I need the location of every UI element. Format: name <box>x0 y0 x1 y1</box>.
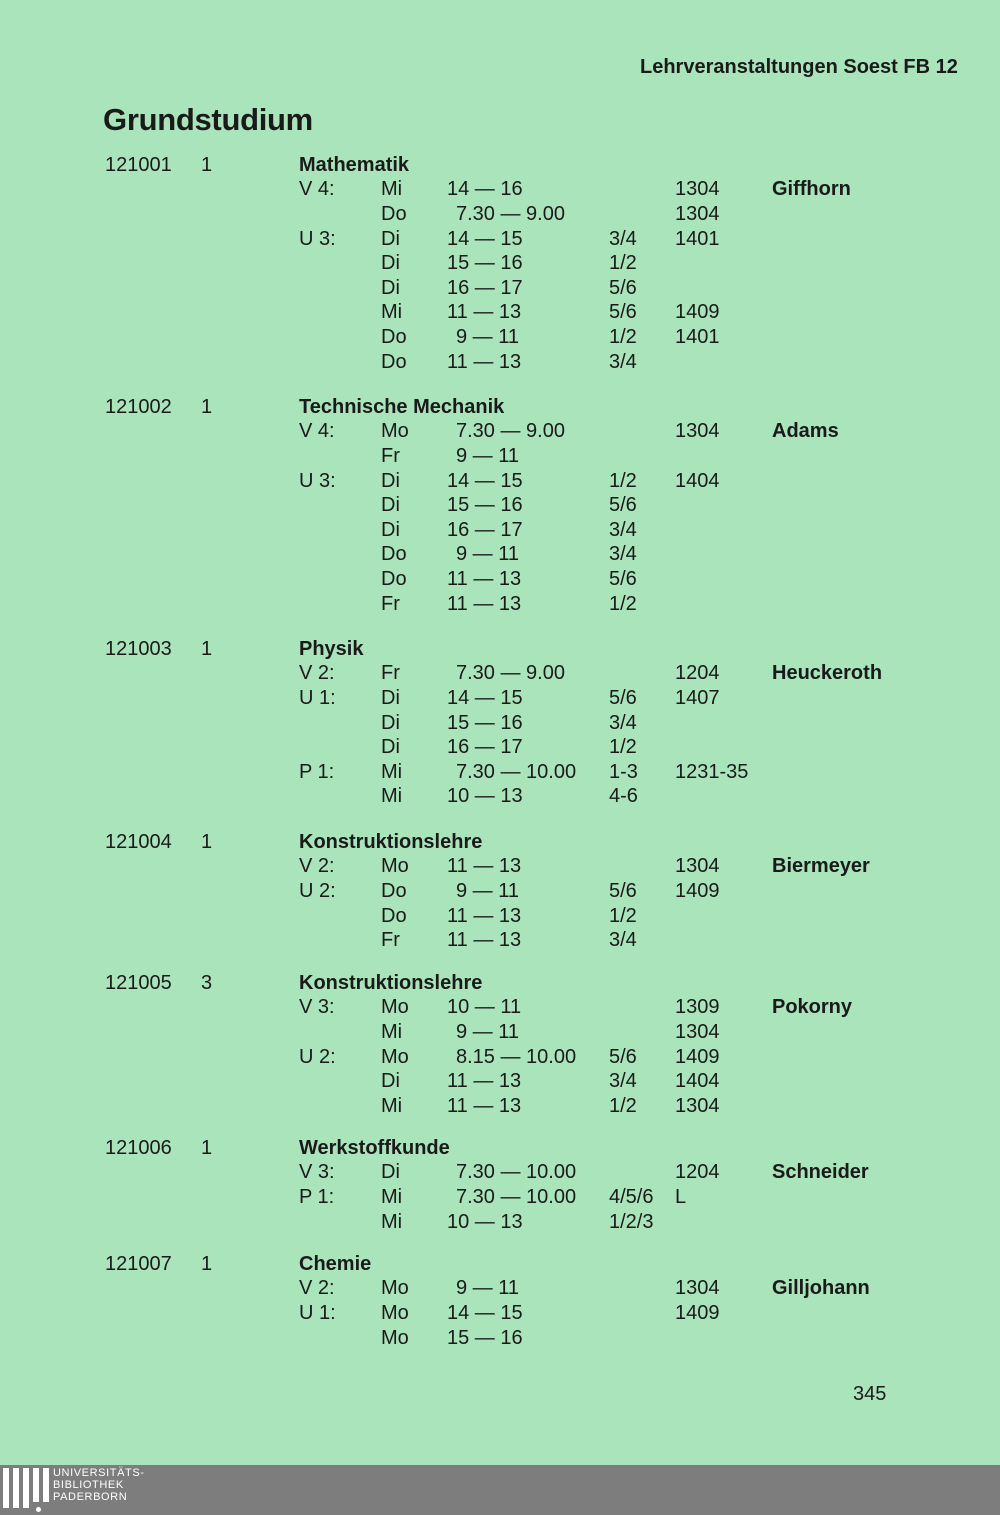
session-time: 7.30 — 10.00 <box>456 1186 577 1208</box>
session-type: V 2: <box>299 1277 335 1300</box>
course-number: 121004 <box>105 831 172 853</box>
session-time: 11 — 13 <box>447 1094 522 1117</box>
session-type: V 4: <box>299 420 335 443</box>
course-semester: 1 <box>201 154 213 176</box>
session-time: 7.30 — 9.00 <box>456 662 565 685</box>
course-semester: 3 <box>201 972 213 994</box>
session-group: 3/4 <box>609 350 637 373</box>
session-day: Di <box>381 252 400 275</box>
session-day: Mi <box>381 301 403 324</box>
session-room: L <box>675 1186 687 1208</box>
session-time: 9 — 11 <box>456 543 519 566</box>
course-title: Physik <box>299 638 364 660</box>
session-room: 1304 <box>675 1277 720 1300</box>
session-group: 5/6 <box>609 687 637 709</box>
session-type: U 1: <box>299 687 336 709</box>
session-day: Mo <box>381 996 409 1019</box>
session-group: 3/4 <box>609 1070 637 1093</box>
session-day: Di <box>381 687 400 709</box>
session-type: U 3: <box>299 227 336 250</box>
session-group: 3/4 <box>609 543 637 566</box>
session-time: 9 — 11 <box>456 1021 519 1043</box>
session-time: 8.15 — 10.00 <box>456 1045 577 1068</box>
course-title: Chemie <box>299 1253 372 1275</box>
session-day: Mi <box>381 1210 403 1233</box>
session-day: Di <box>381 1070 400 1093</box>
session-room: 1304 <box>675 1094 720 1117</box>
session-time: 10 — 13 <box>447 785 523 808</box>
session-type: U 2: <box>299 1045 336 1068</box>
library-footer <box>0 1465 1000 1515</box>
session-type: V 3: <box>299 1161 335 1184</box>
course-title: Werkstoffkunde <box>299 1137 450 1159</box>
session-day: Fr <box>381 929 400 952</box>
session-day: Mi <box>381 1186 403 1208</box>
session-time: 14 — 15 <box>447 687 523 709</box>
session-group: 1/2 <box>609 326 637 348</box>
session-type: V 2: <box>299 662 335 685</box>
library-name-line: UNIVERSITÄTS- <box>53 1467 145 1479</box>
session-time: 10 — 13 <box>447 1210 523 1233</box>
session-time: 14 — 15 <box>447 227 523 250</box>
course-number: 121007 <box>105 1253 172 1275</box>
session-room: 1204 <box>675 662 720 685</box>
session-time: 11 — 13 <box>447 929 522 952</box>
session-group: 1/2/3 <box>609 1210 654 1233</box>
session-time: 11 — 13 <box>447 301 522 324</box>
course-title: Technische Mechanik <box>299 396 505 418</box>
session-time: 15 — 16 <box>447 494 523 517</box>
session-group: 5/6 <box>609 494 637 517</box>
course-semester: 1 <box>201 638 213 660</box>
session-type: U 1: <box>299 1302 336 1324</box>
session-type: V 3: <box>299 996 335 1019</box>
course-lecturer: Biermeyer <box>772 855 870 878</box>
session-time: 9 — 11 <box>456 445 519 467</box>
session-day: Di <box>381 469 400 492</box>
course-semester: 1 <box>201 396 213 418</box>
session-time: 7.30 — 10.00 <box>456 760 577 783</box>
session-room: 1409 <box>675 1302 720 1324</box>
session-time: 11 — 13 <box>447 855 522 878</box>
course-lecturer: Gilljohann <box>772 1277 870 1300</box>
session-room: 1309 <box>675 996 720 1019</box>
course-lecturer: Heuckeroth <box>772 662 883 685</box>
page-number: 345 <box>853 1383 887 1405</box>
session-day: Mi <box>381 1094 403 1117</box>
session-room: 1304 <box>675 203 720 225</box>
section-title: Grundstudium <box>103 102 313 137</box>
session-group: 1-3 <box>609 760 638 783</box>
session-group: 4-6 <box>609 785 638 808</box>
session-time: 11 — 13 <box>447 1070 522 1093</box>
session-day: Mi <box>381 1021 403 1043</box>
session-day: Fr <box>381 592 400 615</box>
session-group: 4/5/6 <box>609 1186 654 1208</box>
session-group: 1/2 <box>609 592 637 615</box>
logo-dot-icon <box>36 1507 41 1512</box>
session-group: 5/6 <box>609 880 637 902</box>
session-group: 1/2 <box>609 252 637 275</box>
session-time: 11 — 13 <box>447 592 522 615</box>
course-lecturer: Schneider <box>772 1161 869 1184</box>
session-time: 15 — 16 <box>447 1326 523 1349</box>
session-time: 9 — 11 <box>456 326 519 348</box>
session-day: Di <box>381 227 400 250</box>
session-time: 15 — 16 <box>447 711 523 734</box>
session-group: 3/4 <box>609 518 637 541</box>
session-room: 1409 <box>675 880 720 902</box>
session-room: 1404 <box>675 1070 720 1093</box>
session-time: 11 — 13 <box>447 904 522 927</box>
session-day: Di <box>381 518 400 541</box>
session-room: 1404 <box>675 469 720 492</box>
running-header: Lehrveranstaltungen Soest FB 12 <box>640 56 958 78</box>
course-number: 121002 <box>105 396 172 418</box>
session-time: 16 — 17 <box>447 518 523 541</box>
session-day: Mo <box>381 1277 409 1300</box>
session-time: 15 — 16 <box>447 252 523 275</box>
session-group: 5/6 <box>609 568 637 590</box>
course-title: Konstruktionslehre <box>299 972 483 994</box>
session-group: 1/2 <box>609 1094 637 1117</box>
session-day: Do <box>381 350 407 373</box>
session-type: U 3: <box>299 469 336 492</box>
session-time: 16 — 17 <box>447 276 523 299</box>
session-day: Mo <box>381 420 409 443</box>
session-room: 1304 <box>675 1021 720 1043</box>
session-room: 1204 <box>675 1161 720 1184</box>
session-day: Di <box>381 736 400 759</box>
session-day: Di <box>381 711 400 734</box>
session-group: 1/2 <box>609 469 637 492</box>
session-day: Do <box>381 326 407 348</box>
session-group: 3/4 <box>609 711 637 734</box>
course-number: 121006 <box>105 1137 172 1159</box>
session-day: Do <box>381 880 407 902</box>
session-day: Di <box>381 276 400 299</box>
session-time: 14 — 15 <box>447 469 523 492</box>
session-group: 1/2 <box>609 904 637 927</box>
course-semester: 1 <box>201 1137 213 1159</box>
library-name-line: BIBLIOTHEK <box>53 1479 124 1491</box>
session-day: Di <box>381 494 400 517</box>
session-time: 16 — 17 <box>447 736 523 759</box>
session-time: 14 — 16 <box>447 178 523 201</box>
session-group: 3/4 <box>609 227 637 250</box>
session-type: P 1: <box>299 1186 335 1208</box>
course-lecturer: Pokorny <box>772 996 853 1019</box>
course-semester: 1 <box>201 831 213 853</box>
session-day: Mo <box>381 855 409 878</box>
session-room: 1401 <box>675 227 720 250</box>
session-day: Mo <box>381 1326 409 1349</box>
session-room: 1231-35 <box>675 760 749 783</box>
session-type: U 2: <box>299 880 336 902</box>
session-day: Mi <box>381 178 403 201</box>
session-time: 10 — 11 <box>447 996 522 1019</box>
session-type: V 4: <box>299 178 335 201</box>
session-group: 3/4 <box>609 929 637 952</box>
session-type: V 2: <box>299 855 335 878</box>
course-lecturer: Giffhorn <box>772 178 851 201</box>
session-room: 1304 <box>675 178 720 201</box>
course-title: Konstruktionslehre <box>299 831 483 853</box>
session-time: 7.30 — 9.00 <box>456 203 565 225</box>
session-time: 11 — 13 <box>447 350 522 373</box>
session-type: P 1: <box>299 760 335 783</box>
session-time: 7.30 — 9.00 <box>456 420 565 443</box>
session-room: 1304 <box>675 855 720 878</box>
session-group: 5/6 <box>609 301 637 324</box>
session-group: 1/2 <box>609 736 637 759</box>
session-day: Fr <box>381 662 400 685</box>
session-day: Mo <box>381 1302 409 1324</box>
session-day: Mi <box>381 760 403 783</box>
session-room: 1401 <box>675 326 720 348</box>
session-room: 1409 <box>675 301 720 324</box>
session-day: Do <box>381 568 407 590</box>
session-day: Fr <box>381 445 400 467</box>
course-lecturer: Adams <box>772 420 839 443</box>
session-room: 1304 <box>675 420 720 443</box>
session-room: 1407 <box>675 687 720 709</box>
session-time: 9 — 11 <box>456 1277 519 1300</box>
session-day: Do <box>381 543 407 566</box>
session-group: 5/6 <box>609 276 637 299</box>
library-name <box>53 1467 145 1503</box>
course-semester: 1 <box>201 1253 213 1275</box>
session-room: 1409 <box>675 1045 720 1068</box>
library-name-line: PADERBORN <box>53 1491 128 1503</box>
session-day: Mi <box>381 785 403 808</box>
session-group: 5/6 <box>609 1045 637 1068</box>
session-day: Mo <box>381 1045 409 1068</box>
course-number: 121005 <box>105 972 172 994</box>
course-number: 121003 <box>105 638 172 660</box>
session-day: Do <box>381 203 407 225</box>
session-day: Di <box>381 1161 400 1184</box>
course-title: Mathematik <box>299 154 410 176</box>
course-number: 121001 <box>105 154 172 176</box>
session-time: 14 — 15 <box>447 1302 523 1324</box>
session-time: 9 — 11 <box>456 880 519 902</box>
session-time: 11 — 13 <box>447 568 522 590</box>
session-day: Do <box>381 904 407 927</box>
session-time: 7.30 — 10.00 <box>456 1161 577 1184</box>
